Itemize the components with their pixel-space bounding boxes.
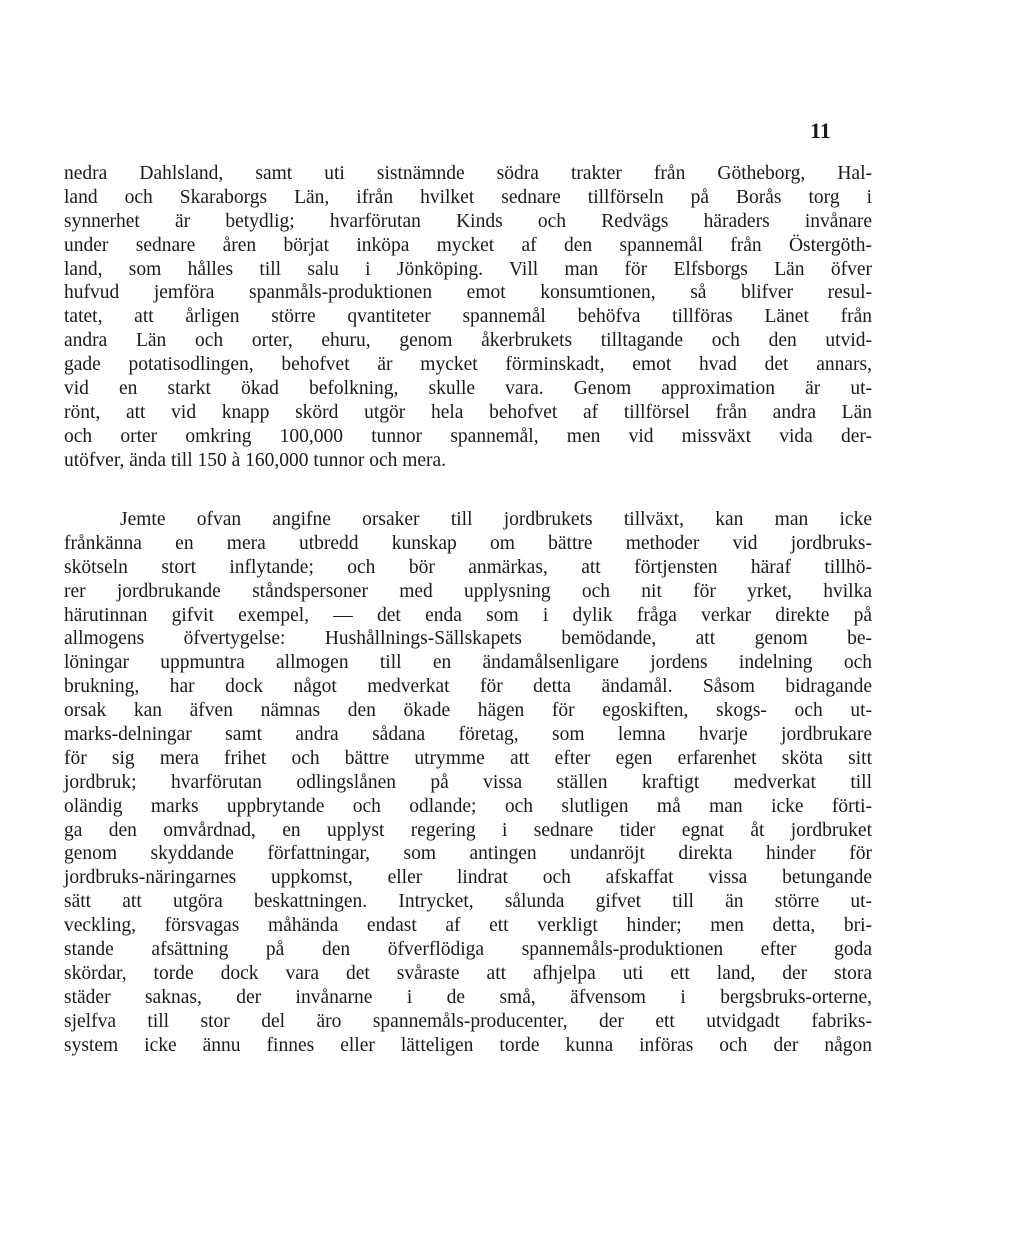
text-line: och orter omkring 100,000 tunnor spannemål, men vid missväxt vida der- (64, 425, 872, 447)
text-line: sätt att utgöra beskattningen. Intrycket, sålunda gifvet till än större ut- (64, 891, 872, 913)
text-line: andra Län och orter, ehuru, genom åkerbrukets tilltagande och den utvid- (64, 330, 872, 352)
paragraph-1 (64, 162, 872, 473)
text-line: nedra Dahlsland, samt uti sistnämnde södra trakter från Götheborg, Hal- (64, 163, 872, 184)
text-line: städer saknas, der invånarne i de små, äfvensom i bergsbruks-orterne, (64, 986, 872, 1008)
text-line: veckling, försvagas måhända endast af ett verkligt hinder; men detta, bri- (64, 915, 872, 937)
text-line: sjelfva till stor del äro spannemåls-producenter, der ett utvidgadt fabriks- (64, 1010, 872, 1032)
text-line: rönt, att vid knapp skörd utgör hela behofvet af tillförsel från andra Län (64, 401, 872, 423)
text-line: under sednare åren börjat inköpa mycket af den spannemål från Östergöth- (64, 234, 872, 256)
text-line: marks-delningar samt andra sådana företag, som lemna hvarje jordbrukare (64, 724, 872, 746)
text-line: oländig marks uppbrytande och odlande; och slutligen må man icke förti- (64, 795, 872, 817)
text-line: härutinnan gifvit exempel, — det enda som i dylik fråga verkar direkte på (64, 604, 872, 626)
text-line: rer jordbrukande ståndspersoner med upplysning och nit för yrket, hvilka (64, 580, 872, 602)
text-line: land och Skaraborgs Län, ifrån hvilket sednare tillförseln på Borås torg i (64, 186, 872, 208)
text-line: frånkänna en mera utbredd kunskap om bättre methoder vid jordbruks- (64, 532, 872, 554)
text-line: allmogens öfvertygelse: Hushållnings-Sällskapets bemödande, att genom be- (64, 628, 872, 650)
page-number: 11 (810, 118, 831, 143)
text-line: ga den omvårdnad, en upplyst regering i sednare tider egnat åt jordbruket (64, 819, 872, 841)
text-line: synnerhet är betydlig; hvarförutan Kinds och Redvägs häraders invånare (64, 210, 872, 232)
text-line: löningar uppmuntra allmogen till en ändamålsenligare jordens indelning och (64, 652, 872, 674)
paragraph-2 (64, 508, 872, 1057)
text-line: land, som hålles till salu i Jönköping. Vill man för Elfsborgs Län öfver (64, 258, 872, 280)
text-line: system icke ännu finnes eller lätteligen torde kunna införas och der någon (64, 1034, 872, 1056)
text-line: Jemte ofvan angifne orsaker till jordbrukets tillväxt, kan man icke (120, 509, 872, 530)
text-line: vid en starkt ökad befolkning, skulle vara. Genom approximation är ut- (64, 378, 872, 400)
text-line: utöfver, ända till 150 à 160,000 tunnor och mera. (64, 449, 447, 471)
text-line: orsak kan äfven nämnas den ökade hägen för egoskiften, skogs- och ut- (64, 700, 872, 722)
text-line: tatet, att årligen större qvantiteter spannemål behöfva tillföras Länet från (64, 306, 872, 328)
text-line: genom skyddande författningar, som antingen undanröjt direkta hinder för (64, 843, 872, 865)
text-line: skötseln stort inflytande; och bör anmärkas, att förtjensten häraf tillhö- (64, 556, 872, 578)
text-line: skördar, torde dock vara det svåraste att afhjelpa uti ett land, der stora (64, 962, 872, 984)
text-line: gade potatisodlingen, behofvet är mycket förminskadt, emot hvad det annars, (64, 354, 872, 376)
text-line: brukning, har dock något medverkat för detta ändamål. Såsom bidragande (64, 676, 872, 698)
text-line: stande afsättning på den öfverflödiga spannemåls-produktionen efter goda (64, 939, 872, 961)
text-line: för sig mera frihet och bättre utrymme att efter egen erfarenhet sköta sitt (64, 747, 872, 769)
text-line: hufvud jemföra spanmåls-produktionen emot konsumtionen, så blifver resul- (64, 282, 872, 304)
text-line: jordbruk; hvarförutan odlingslånen på vissa ställen kraftigt medverkat till (64, 771, 872, 793)
text-line: jordbruks-näringarnes uppkomst, eller lindrat och afskaffat vissa betungande (64, 867, 872, 889)
